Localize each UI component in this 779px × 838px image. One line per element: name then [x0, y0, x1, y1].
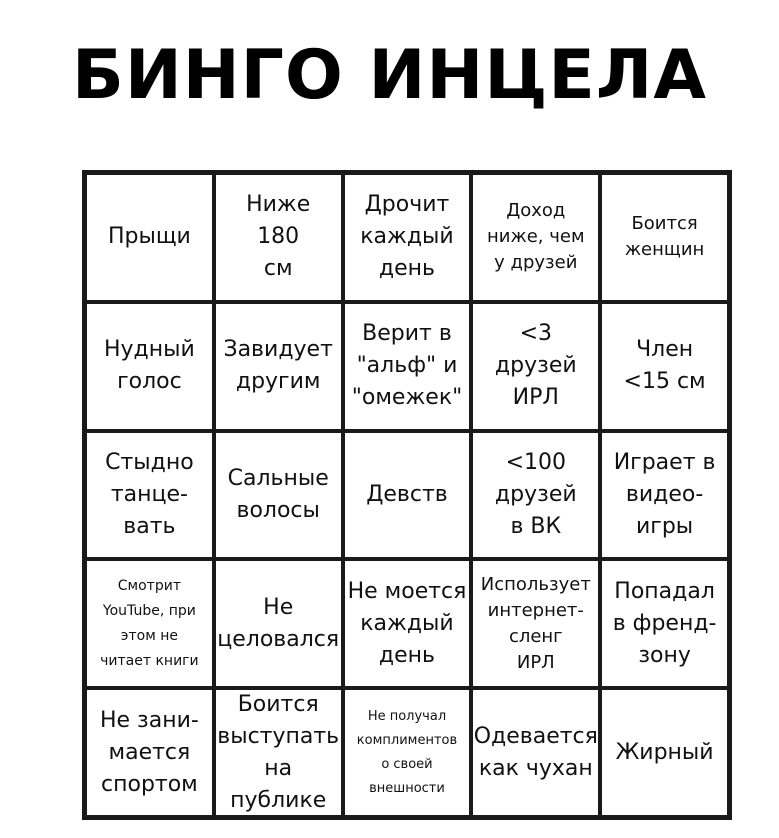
bingo-cell: Прыщи [85, 173, 214, 302]
bingo-cell: Не получал комплиментов о своей внешности [343, 688, 472, 817]
bingo-cell: Боится женщин [600, 173, 729, 302]
bingo-cell: Верит в "альф" и "омежек" [343, 302, 472, 431]
bingo-cell: Дрочит каждый день [343, 173, 472, 302]
bingo-cell: Попадал в френд- зону [600, 559, 729, 688]
bingo-cell: Ниже 180 см [214, 173, 343, 302]
bingo-cell: Доход ниже, чем у друзей [471, 173, 600, 302]
bingo-cell: <3 друзей ИРЛ [471, 302, 600, 431]
bingo-grid [82, 170, 732, 820]
bingo-cell: Член <15 см [600, 302, 729, 431]
bingo-cell: Не зани- мается спортом [85, 688, 214, 817]
bingo-cell: Не целовался [214, 559, 343, 688]
bingo-cell: Не моется каждый день [343, 559, 472, 688]
bingo-cell: Боится выступать на публике [214, 688, 343, 817]
bingo-cell: Использует интернет- сленг ИРЛ [471, 559, 600, 688]
bingo-cell: Завидует другим [214, 302, 343, 431]
bingo-cell: Нудный голос [85, 302, 214, 431]
bingo-cell: Играет в видео- игры [600, 431, 729, 560]
bingo-cell: Сальные волосы [214, 431, 343, 560]
bingo-cell: Жирный [600, 688, 729, 817]
bingo-cell: Стыдно танце- вать [85, 431, 214, 560]
bingo-cell: Девств [343, 431, 472, 560]
page-title: БИНГО ИНЦЕЛА [72, 36, 707, 115]
bingo-cell: <100 друзей в ВК [471, 431, 600, 560]
bingo-cell: Смотрит YouTube, при этом не читает книги [85, 559, 214, 688]
bingo-cell: Одевается как чухан [471, 688, 600, 817]
